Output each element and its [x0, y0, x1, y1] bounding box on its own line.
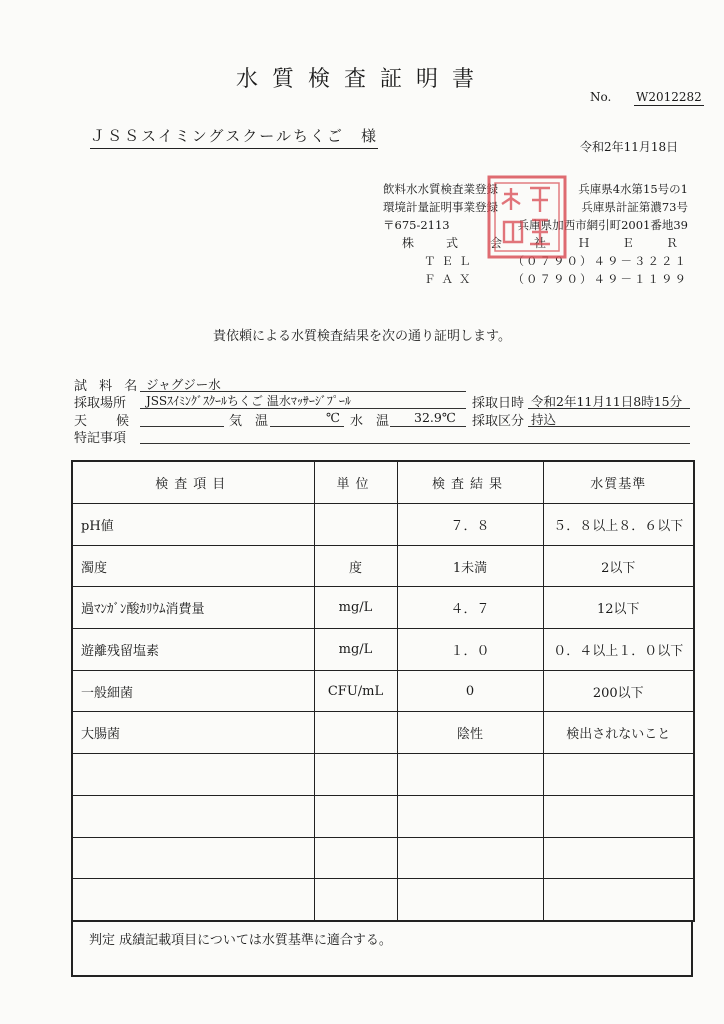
sampling-category-label: 採取区分: [472, 414, 525, 429]
row-standard: ０．４以上１．０以下: [543, 629, 694, 671]
judgement-box: [71, 920, 693, 977]
registration-1-number: 兵庫県4水第15号の1: [578, 182, 688, 196]
row-unit: [314, 712, 397, 754]
water-temp-underline: [390, 426, 466, 427]
empty-row: [72, 795, 694, 837]
sampling-datetime: 令和2年11月11日8時15分: [531, 394, 683, 409]
document-number: W2012282: [636, 90, 702, 104]
sampling-category: 持込: [531, 412, 557, 427]
row-unit: [314, 504, 397, 546]
sampling-datetime-underline: [528, 408, 690, 409]
row-result: 1未満: [397, 545, 543, 587]
judgement-text: 判定 成績記載項目については水質基準に適合する。: [89, 933, 392, 948]
table-header-row: [72, 461, 694, 504]
issue-date: 令和2年11月18日: [580, 140, 679, 154]
row-standard: 2以下: [543, 545, 694, 587]
registration-2-label: 環境計量証明事業登録: [383, 200, 498, 214]
header-item: 検査項目: [72, 461, 314, 504]
sampling-place: JSSｽｲﾐﾝｸﾞｽｸｰﾙちくご 温水ﾏｯｻｰｼﾞﾌﾟｰﾙ: [146, 394, 351, 408]
air-temp-underline: [270, 426, 344, 427]
empty-row: [72, 879, 694, 921]
row-item: 濁度: [72, 545, 314, 587]
notes-underline: [140, 443, 690, 444]
water-temp: 32.9℃: [414, 410, 456, 425]
row-result: ４．７: [397, 587, 543, 629]
empty-row: [72, 754, 694, 796]
table-row: [72, 670, 694, 712]
sample-name: ジャグジー水: [146, 377, 221, 392]
row-item: pH値: [72, 504, 314, 546]
sample-name-label: 試 料 名: [74, 379, 142, 394]
row-unit: 度: [314, 545, 397, 587]
header-unit: 単位: [314, 461, 397, 504]
row-result: １．０: [397, 629, 543, 671]
row-item: 遊離残留塩素: [72, 629, 314, 671]
recipient-name: ＪＳＳスイミングスクールちくご 様: [90, 125, 378, 149]
row-item: 大腸菌: [72, 712, 314, 754]
certification-statement: 貴依頼による水質検査結果を次の通り証明します。: [213, 329, 511, 344]
row-standard: ５．８以上８．６以下: [543, 504, 694, 546]
weather-underline: [140, 426, 224, 427]
table-row: [72, 545, 694, 587]
row-unit: mg/L: [314, 587, 397, 629]
sampling-place-underline: [140, 408, 466, 409]
company-seal-stamp: [486, 174, 568, 260]
sampling-datetime-label: 採取日時: [472, 396, 525, 411]
tel-number: （０７９０）４９－３２２１: [512, 254, 688, 268]
empty-row: [72, 837, 694, 879]
table-row: [72, 629, 694, 671]
header-result: 検査結果: [397, 461, 543, 504]
row-standard: 12以下: [543, 587, 694, 629]
company-name: 株 式 会 社 Ｈ Ｅ Ｒ: [401, 236, 688, 250]
row-standard: 200以下: [543, 670, 694, 712]
row-result: 0: [397, 670, 543, 712]
row-result: ７．８: [397, 504, 543, 546]
fax-label: ＦＡＸ: [424, 272, 477, 286]
row-unit: CFU/mL: [314, 670, 397, 712]
weather-label: 天 候: [74, 414, 138, 429]
document-number-label: No.: [590, 90, 612, 104]
table-row: [72, 587, 694, 629]
air-temp-unit: ℃: [326, 410, 340, 425]
sampling-place-label: 採取場所: [74, 396, 127, 411]
row-standard: 検出されないこと: [543, 712, 694, 754]
row-item: 一般細菌: [72, 670, 314, 712]
tel-label: ＴＥＬ: [424, 254, 477, 268]
postal-code: 〒675-2113: [383, 218, 450, 232]
row-result: 陰性: [397, 712, 543, 754]
sampling-category-underline: [528, 426, 690, 427]
table-row: [72, 504, 694, 546]
table-row: [72, 712, 694, 754]
registration-1-label: 飲料水水質検査業登録: [383, 182, 498, 196]
water-temp-label: 水 温: [350, 414, 390, 429]
registration-2-number: 兵庫県計証第濃73号: [581, 200, 688, 214]
address: 兵庫県加西市網引町2001番地39: [517, 218, 688, 232]
fax-number: （０７９０）４９－１１９９: [512, 272, 688, 286]
notes-label: 特記事項: [74, 431, 127, 446]
document-title: 水質検査証明書: [235, 67, 488, 92]
row-item: 過ﾏﾝｶﾞﾝ酸ｶﾘｳﾑ消費量: [72, 587, 314, 629]
results-table: [71, 460, 695, 922]
row-unit: mg/L: [314, 629, 397, 671]
header-standard: 水質基準: [543, 461, 694, 504]
air-temp-label: 気 温: [229, 414, 269, 429]
